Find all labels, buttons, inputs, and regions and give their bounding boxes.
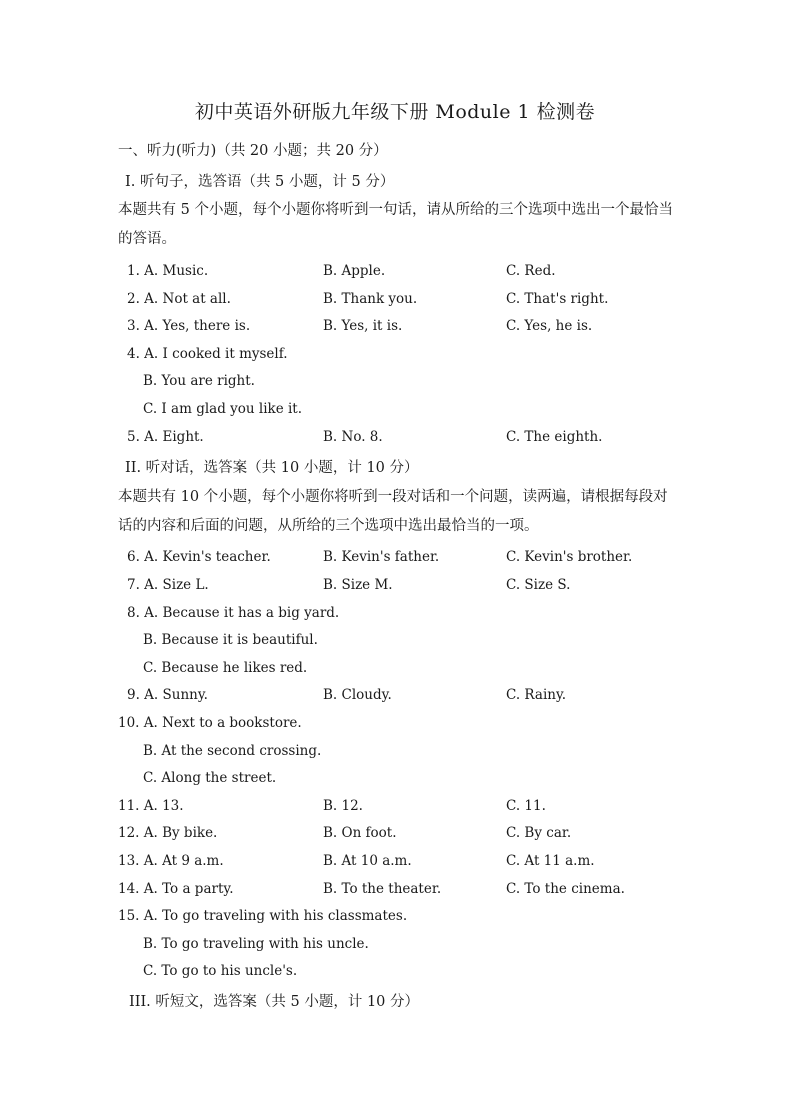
q12-option-c: C. By car. — [506, 825, 572, 841]
q2-option-b: B. Thank you. — [323, 291, 418, 307]
q2-option-a: 2. A. Not at all. — [127, 291, 231, 307]
part2-heading: II. 听对话，选答案（共 10 小题，计 10 分） — [125, 460, 419, 476]
part2-instructions: 本题共有 10 个小题，每个小题你将听到一段对话和一个问题，读两遍，请根据每段对话的内容和后面的问题，从所给的三个选项中选出最恰当的一项。 — [118, 489, 668, 534]
q10-option-c: C. Along the street. — [143, 770, 277, 786]
q7-option-b: B. Size M. — [323, 577, 393, 593]
q3-option-c: C. Yes, he is. — [506, 318, 593, 334]
q9-option-a: 9. A. Sunny. — [127, 687, 208, 703]
q15-option-b: B. To go traveling with his uncle. — [143, 936, 369, 952]
q13-option-c: C. At 11 a.m. — [506, 853, 595, 869]
q4-option-c: C. I am glad you like it. — [143, 401, 303, 417]
q11-option-a: 11. A. 13. — [118, 798, 184, 814]
q5-option-b: B. No. 8. — [323, 429, 383, 445]
q6-option-b: B. Kevin's father. — [323, 549, 440, 565]
q13-option-a: 13. A. At 9 a.m. — [118, 853, 224, 869]
section-heading-listening: 一、听力(听力)（共 20 小题；共 20 分） — [118, 143, 388, 159]
q12-option-b: B. On foot. — [323, 825, 397, 841]
q10-option-b: B. At the second crossing. — [143, 743, 322, 759]
q10-option-a: 10. A. Next to a bookstore. — [118, 715, 302, 731]
q15-option-c: C. To go to his uncle's. — [143, 963, 298, 979]
q14-option-b: B. To the theater. — [323, 881, 442, 897]
part3-heading: III. 听短文，选答案（共 5 小题，计 10 分） — [129, 994, 420, 1010]
q14-option-a: 14. A. To a party. — [118, 881, 234, 897]
q7-option-c: C. Size S. — [506, 577, 571, 593]
q5-option-c: C. The eighth. — [506, 429, 603, 445]
q13-option-b: B. At 10 a.m. — [323, 853, 412, 869]
q8-option-b: B. Because it is beautiful. — [143, 632, 318, 648]
page-title: 初中英语外研版九年级下册 Module 1 检测卷 — [194, 101, 596, 123]
q7-option-a: 7. A. Size L. — [127, 577, 209, 593]
q5-option-a: 5. A. Eight. — [127, 429, 204, 445]
q4-option-b: B. You are right. — [143, 373, 255, 389]
q8-option-a: 8. A. Because it has a big yard. — [127, 605, 340, 621]
q9-option-c: C. Rainy. — [506, 687, 567, 703]
q3-option-a: 3. A. Yes, there is. — [127, 318, 251, 334]
q2-option-c: C. That's right. — [506, 291, 609, 307]
q1-option-b: B. Apple. — [323, 263, 386, 279]
q1-option-a: 1. A. Music. — [127, 263, 209, 279]
q15-option-a: 15. A. To go traveling with his classmates. — [118, 908, 408, 924]
part1-instructions: 本题共有 5 个小题，每个小题你将听到一句话，请从所给的三个选项中选出一个最恰当的答语。 — [118, 202, 673, 247]
part1-heading: I. 听句子，选答语（共 5 小题，计 5 分） — [125, 174, 395, 190]
q6-option-c: C. Kevin's brother. — [506, 549, 633, 565]
q8-option-c: C. Because he likes red. — [143, 660, 308, 676]
q12-option-a: 12. A. By bike. — [118, 825, 218, 841]
q3-option-b: B. Yes, it is. — [323, 318, 403, 334]
q14-option-c: C. To the cinema. — [506, 881, 625, 897]
q4-option-a: 4. A. I cooked it myself. — [127, 346, 288, 362]
q1-option-c: C. Red. — [506, 263, 556, 279]
q11-option-b: B. 12. — [323, 798, 363, 814]
q11-option-c: C. 11. — [506, 798, 546, 814]
q9-option-b: B. Cloudy. — [323, 687, 392, 703]
q6-option-a: 6. A. Kevin's teacher. — [127, 549, 271, 565]
